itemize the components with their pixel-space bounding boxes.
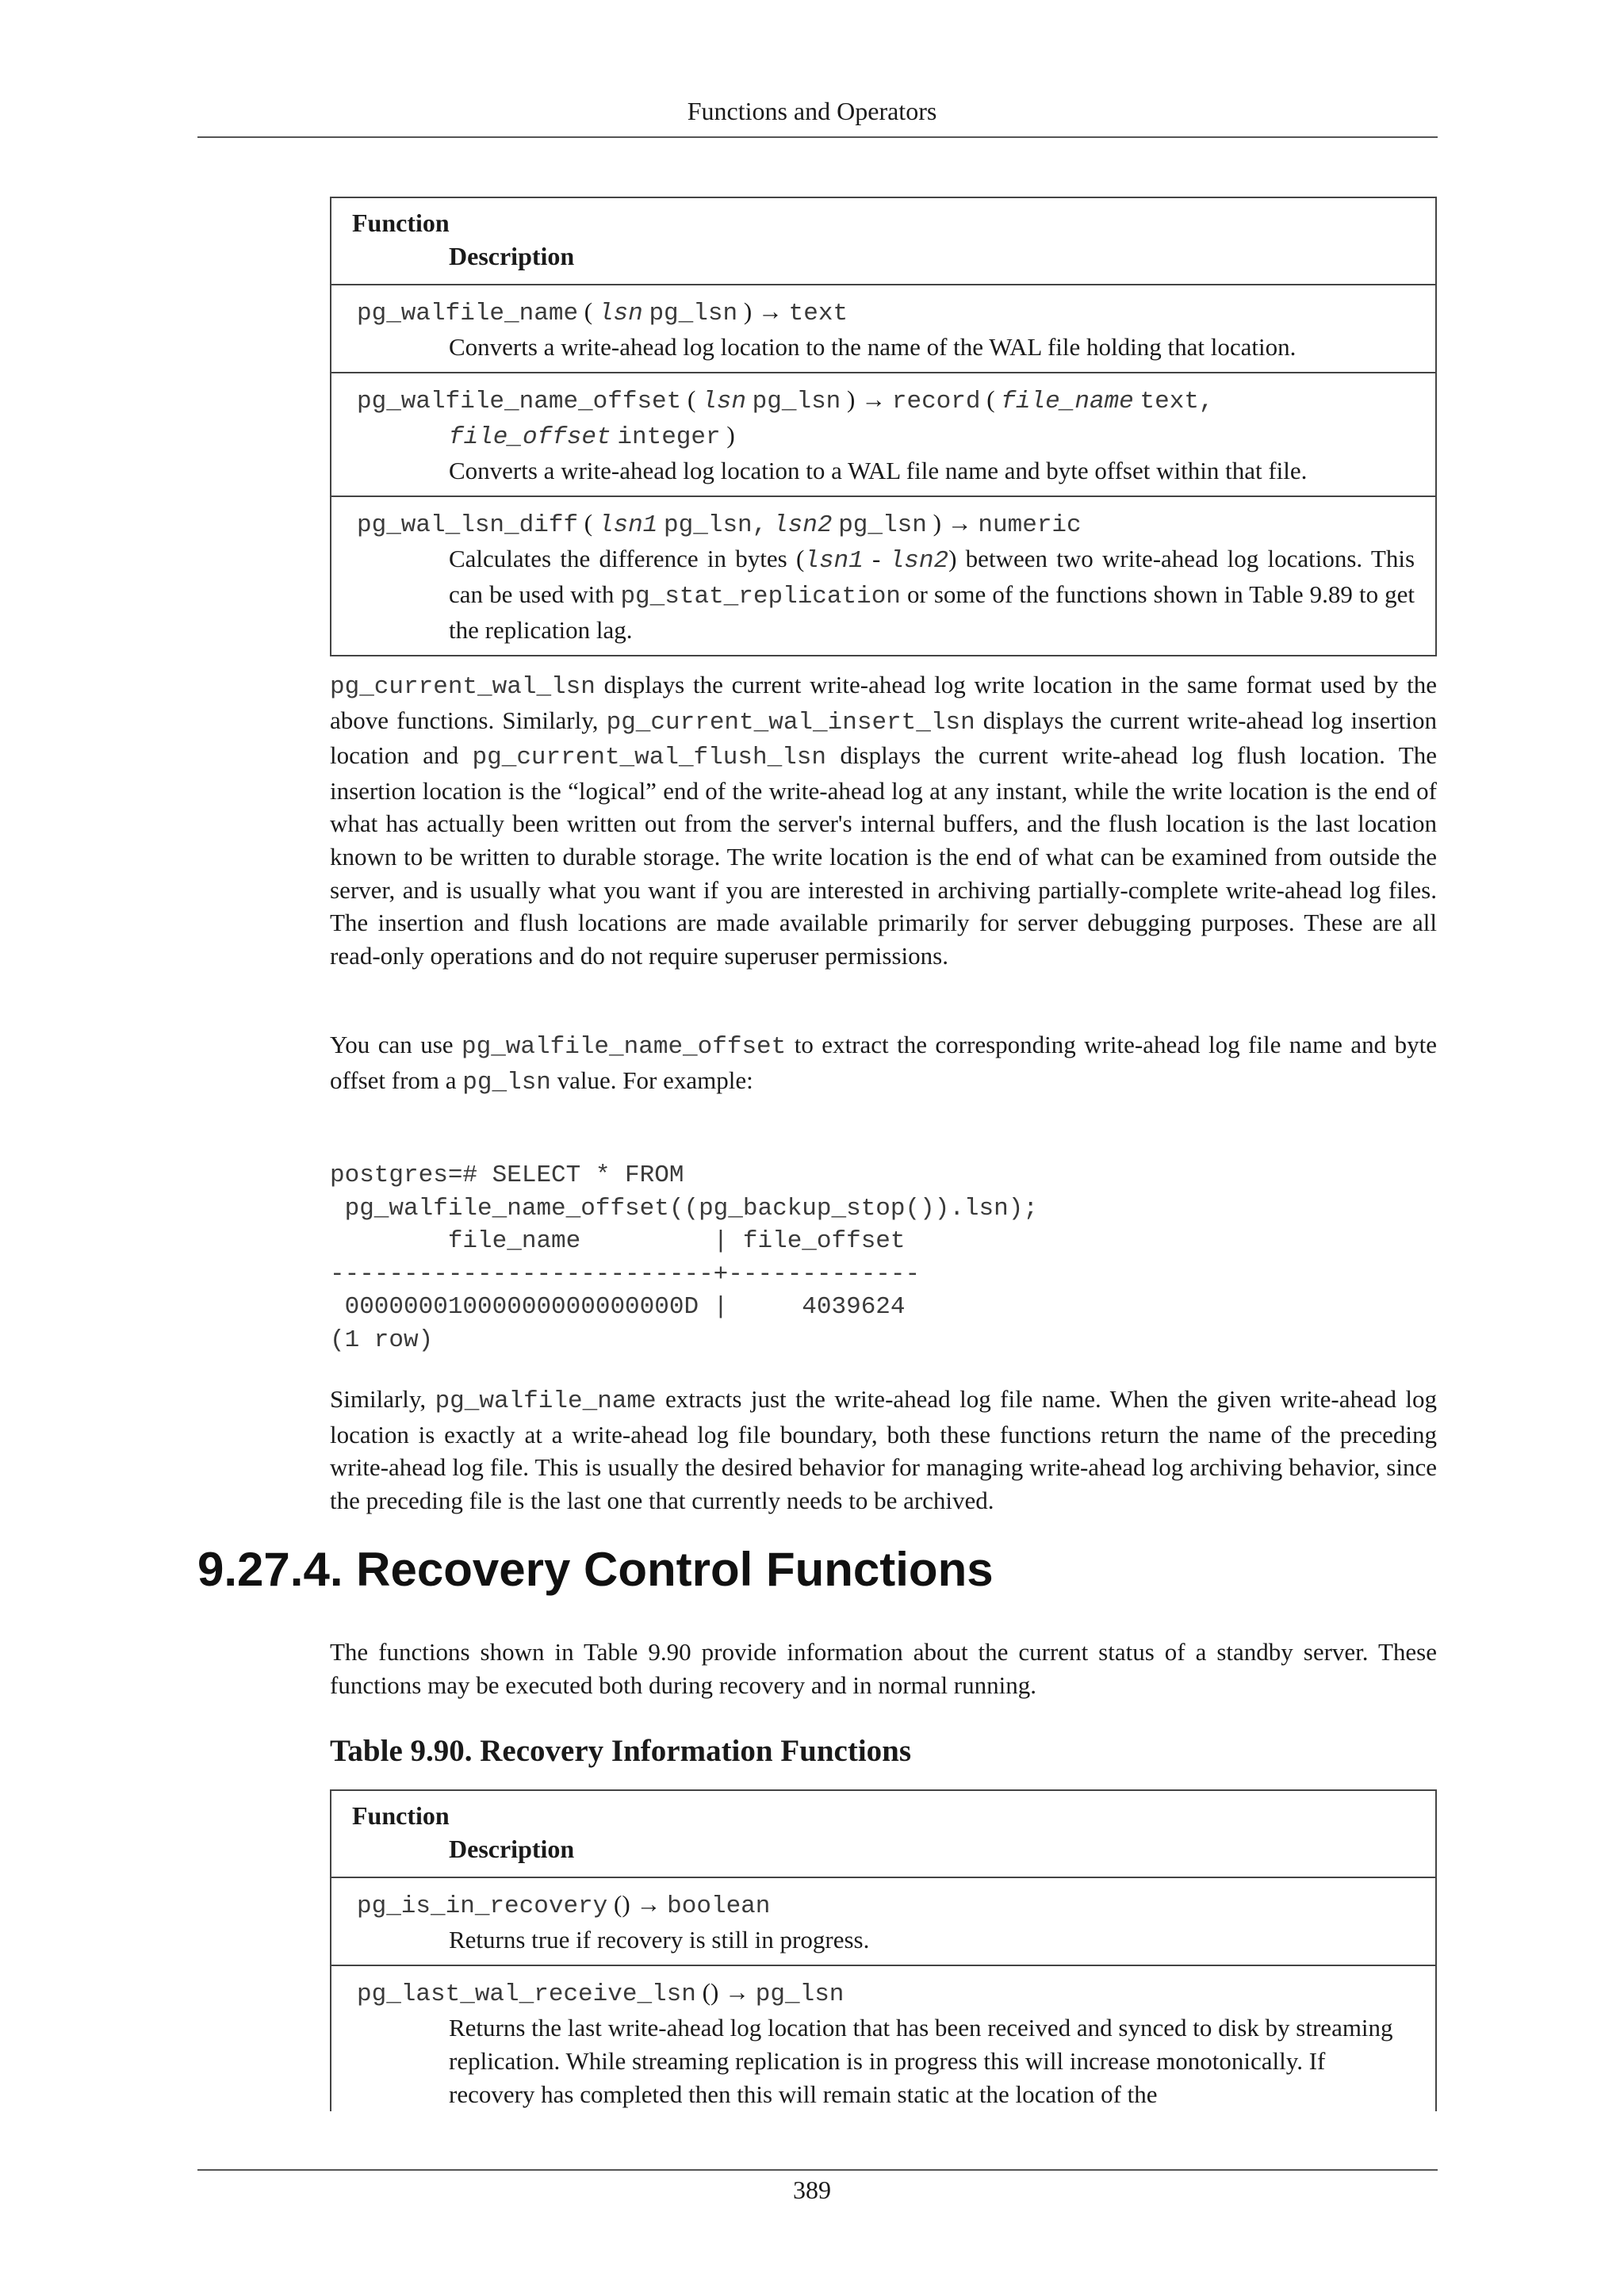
table-caption: Table 9.90. Recovery Information Functions (330, 1734, 912, 1768)
function-signature: pg_walfile_name ( lsn pg_lsn ) → text (357, 297, 848, 327)
inline-code: pg_current_wal_flush_lsn (472, 744, 826, 772)
function-description: Returns the last write-ahead log location that has been received and synced to disk by streaming replication. While streaming replication is in progress this will increase monotonically. If recovery has completed then this will remain static at the location of the (449, 2014, 1393, 2108)
argument-name: lsn2 (773, 511, 833, 539)
function-description: Calculates the difference in bytes (lsn1 - lsn2) between two write-ahead log locations. This can be used with pg_stat_replication or some of the functions shown in Table 9.89 to get the replication lag. (449, 545, 1415, 644)
table-header (331, 198, 1435, 285)
function-name: pg_walfile_name_offset (357, 388, 682, 415)
inline-code: pg_current_wal_insert_lsn (606, 708, 975, 737)
wal-functions-table (330, 197, 1437, 656)
page-number: 389 (793, 2175, 831, 2204)
function-signature-continued: file_offset integer ) (449, 421, 735, 451)
arrow-icon: → (861, 385, 887, 413)
table-row (331, 285, 1435, 373)
arrow-icon: → (757, 297, 783, 325)
argument-type: pg_lsn (649, 300, 738, 327)
function-signature: pg_last_wal_receive_lsn () → pg_lsn (357, 1978, 845, 2008)
function-signature: pg_walfile_name_offset ( lsn pg_lsn ) → record ( file_name text, (357, 385, 1214, 415)
argument-type: pg_lsn (838, 511, 927, 539)
function-signature: pg_is_in_recovery () → boolean (357, 1890, 771, 1920)
inline-code: pg_current_wal_lsn (330, 673, 596, 701)
inline-code: pg_walfile_name (435, 1387, 657, 1415)
output-type: integer (617, 423, 721, 451)
table-row (331, 1878, 1435, 1966)
function-description: Converts a write-ahead log location to the name of the WAL file holding that location. (449, 333, 1297, 361)
return-type: record (891, 388, 981, 415)
header-rule (197, 136, 1438, 138)
inline-code: pg_walfile_name_offset (462, 1033, 787, 1061)
table-header (331, 1791, 1435, 1878)
paragraph: The functions shown in Table 9.90 provide information about the current status of a standby server. These functions may be executed both during recovery and in normal running. (330, 1638, 1437, 1699)
return-type: numeric (978, 511, 1082, 539)
inline-code: lsn2 (889, 547, 949, 575)
recovery-functions-table (330, 1789, 1437, 2111)
section-heading: 9.27.4. Recovery Control Functions (197, 1543, 994, 1596)
function-description: Converts a write-ahead log location to a WAL file name and byte offset within that file. (449, 457, 1308, 484)
column-header-function: Function (352, 209, 450, 237)
output-name: file_offset (449, 423, 611, 451)
inline-code: pg_stat_replication (620, 583, 901, 610)
arrow-icon: → (725, 1978, 750, 2006)
argument-name: lsn1 (598, 511, 658, 539)
return-type: boolean (667, 1892, 771, 1920)
inline-code: lsn1 (804, 547, 864, 575)
table-row (331, 373, 1435, 497)
table-row (331, 497, 1435, 655)
table-row (331, 1966, 1435, 2111)
function-name: pg_walfile_name (357, 300, 579, 327)
paragraph: pg_current_wal_lsn displays the current write-ahead log write location in the same format used by the above functions. Similarly, pg_current_wal_insert_lsn displays the current write-ahead log insertion location and pg_current_wal_flush_lsn displays the current write-ahead log flush location. The insertion location is the “logical” end of the write-ahead log at any instant, while the write location is the end of what has actually been written out from the server's internal buffers, and the flush location is the last location known to be written to durable storage. The write location is the end of what can be examined from outside the server, and is usually what you want if you are interested in archiving partially-complete write-ahead log files. The insertion and flush locations are made available primarily for server debugging purposes. These are all read-only operations and do not require superuser permissions. (330, 671, 1437, 970)
footer-rule (197, 2169, 1438, 2171)
function-signature: pg_wal_lsn_diff ( lsn1 pg_lsn, lsn2 pg_lsn ) → numeric (357, 509, 1082, 539)
running-header: Functions and Operators (687, 97, 937, 125)
output-type: text, (1139, 388, 1214, 415)
function-name: pg_wal_lsn_diff (357, 511, 579, 539)
argument-name: lsn (598, 300, 643, 327)
arrow-icon: → (947, 509, 972, 537)
function-name: pg_last_wal_receive_lsn (357, 1980, 696, 2008)
output-name: file_name (1001, 388, 1134, 415)
return-type: text (788, 300, 848, 327)
function-description: Returns true if recovery is still in progress. (449, 1926, 870, 1954)
column-header-description: Description (449, 242, 575, 270)
column-header-description: Description (449, 1835, 575, 1863)
paragraph: You can use pg_walfile_name_offset to extract the corresponding write-ahead log file name and byte offset from a pg_lsn value. For example: (330, 1031, 1437, 1096)
function-name: pg_is_in_recovery (357, 1892, 608, 1920)
arrow-icon: → (636, 1890, 661, 1918)
column-header-function: Function (352, 1801, 450, 1830)
argument-type: pg_lsn, (664, 511, 768, 539)
argument-name: lsn (702, 388, 746, 415)
code-example: postgres=# SELECT * FROM pg_walfile_name_offset((pg_backup_stop()).lsn); file_name | file_offset --------------------------+------------- 00000001000000000000000D | 4039624 (1 row) (330, 1161, 1038, 1354)
paragraph: Similarly, pg_walfile_name extracts just the write-ahead log file name. When the given write-ahead log location is exactly at a write-ahead log file boundary, both these functions return the name of the preceding write-ahead log file. This is usually the desired behavior for managing write-ahead log archiving behavior, since the preceding file is the last one that currently needs to be archived. (330, 1385, 1438, 1514)
inline-code: pg_lsn (462, 1068, 551, 1096)
argument-type: pg_lsn (752, 388, 841, 415)
return-type: pg_lsn (755, 1980, 845, 2008)
